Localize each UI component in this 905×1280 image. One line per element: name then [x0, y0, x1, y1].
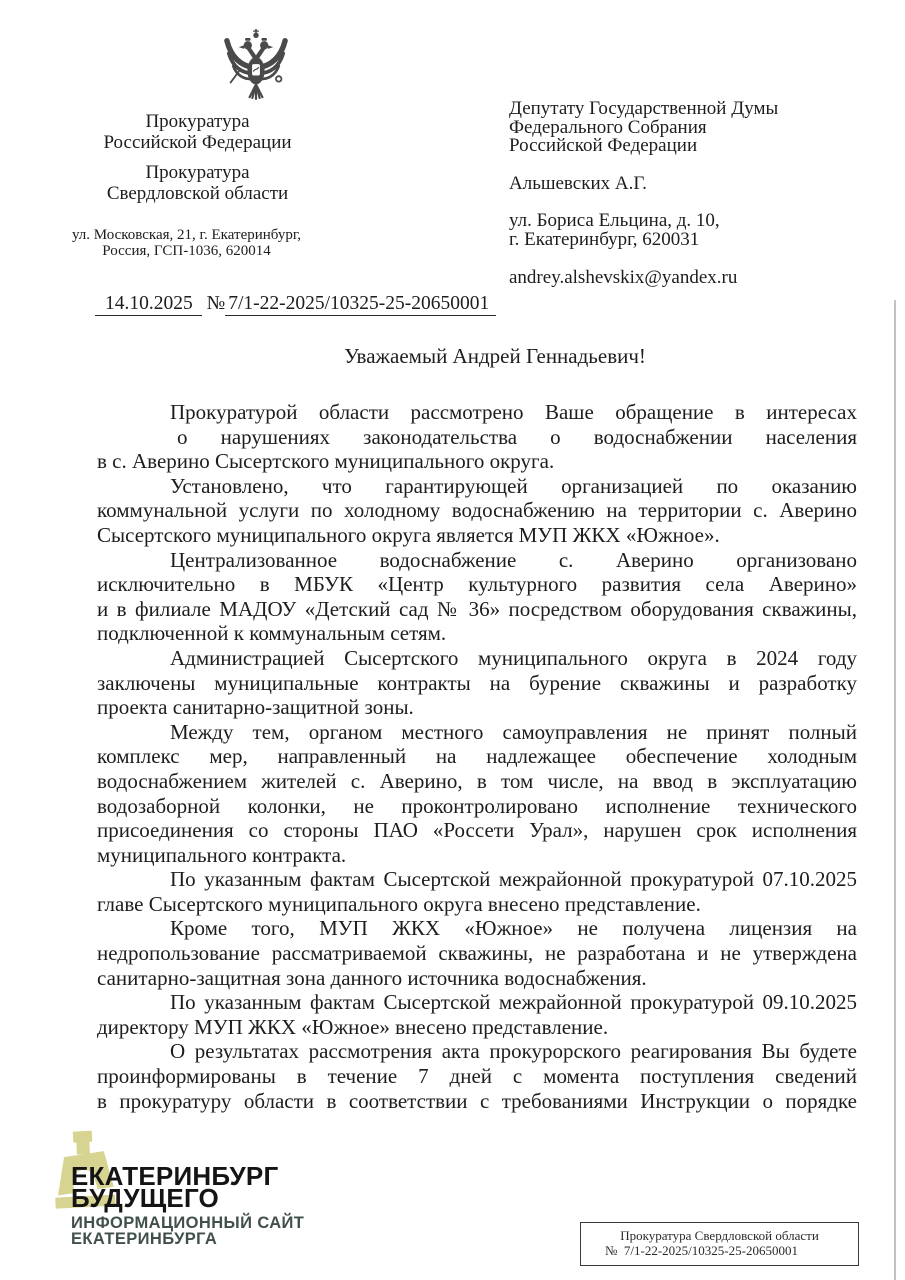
numero-sign: № — [206, 293, 226, 314]
body-line: Прокуратурой области рассмотрено Ваше обращение в интересах — [170, 400, 857, 424]
text-line: БУДУЩЕГО — [71, 1182, 219, 1213]
org-regional-line: Прокуратура — [145, 162, 250, 183]
reference-line — [95, 293, 496, 315]
letter-body — [97, 400, 857, 1113]
addressee-email: andrey.alshevskix@yandex.ru — [509, 266, 738, 288]
addressee-name: Альшевских А.Г. — [509, 172, 647, 194]
body-line: подключенной к коммунальным сетям. — [97, 621, 447, 646]
page-edge-line — [894, 300, 896, 1280]
letterhead-left — [60, 28, 335, 259]
body-line: заключены муниципальные контракты на бурение скважины и разработку — [97, 670, 857, 695]
stamp-numero-sign: № — [605, 1242, 618, 1258]
text-line: Федерального Собрания — [509, 116, 707, 138]
text-line: ул. Московская, 21, г. Екатеринбург, — [71, 227, 302, 243]
org-federal-line: Прокуратура — [145, 111, 250, 132]
text-line: ЕКАТЕРИНБУРГА — [71, 1229, 218, 1248]
body-line: комплекс мер, направленный на надлежащее обеспечение холодным — [97, 744, 857, 769]
org-regional — [60, 162, 335, 204]
text-line: Российской Федерации — [509, 135, 698, 157]
branding-text — [71, 1161, 305, 1248]
reference-date: 14.10.2025 — [95, 293, 202, 316]
body-line: и в филиале МАДОУ «Детский сад № 36» посредством оборудования скважины, — [97, 596, 857, 621]
body-line: санитарно-защитная зона данного источника водоснабжения. — [97, 965, 647, 990]
body-line: муниципального контракта. — [97, 842, 347, 867]
text-line: ул. Бориса Ельцина, д. 10, — [509, 210, 720, 232]
salutation: Уважаемый Андрей Геннадьевич! — [344, 344, 646, 368]
stamp-number — [581, 1244, 858, 1258]
body-line: проинформированы в течение 7 дней с момента поступления сведений — [97, 1064, 857, 1089]
body-line: О результатах рассмотрения акта прокурорского реагирования Вы будете — [170, 1039, 857, 1064]
body-line: Между тем, органом местного самоуправления не принят полный — [170, 719, 857, 744]
body-line: директору МУП ЖКХ «Южное» внесено представление. — [97, 1014, 609, 1039]
body-line: в с. Аверино Сысертского муниципального округа. — [97, 449, 555, 474]
reference-number: 7/1-22-2025/10325-25-20650001 — [225, 293, 496, 316]
body-line: в прокуратуру области в соответствии с требованиями Инструкции о порядке — [97, 1088, 857, 1113]
body-line: По указанным фактам Сысертской межрайонной прокуратурой 07.10.2025 — [170, 867, 857, 892]
russia-coat-of-arms-icon — [215, 28, 297, 108]
org-regional-line: Свердловской области — [106, 183, 289, 204]
text-line: ЕКАТЕРИНБУРГ — [71, 1161, 279, 1191]
text-line: ИНФОРМАЦИОННЫЙ САЙТ — [71, 1214, 305, 1232]
text-line: Россия, ГСП-1036, 620014 — [102, 243, 271, 259]
body-line: исключительно в МБУК «Центр культурного развития села Аверино» — [97, 572, 857, 597]
branding-title — [71, 1161, 304, 1213]
body-line: Кроме того, МУП ЖКХ «Южное» не получена лицензия на — [170, 916, 857, 941]
text-line: Депутату Государственной Думы — [509, 98, 779, 119]
body-line: Централизованное водоснабжение с. Аверино организовано — [170, 547, 857, 572]
org-address — [60, 227, 313, 259]
addressee-block — [509, 100, 869, 287]
registration-stamp — [580, 1222, 859, 1266]
body-line: недропользование рассматриваемой скважины, не разработана и не утверждена — [97, 941, 857, 966]
body-line: Установлено, что гарантирующей организацией по оказанию — [170, 473, 857, 498]
body-line: о нарушениях законодательства о водоснабжении населения — [177, 424, 857, 449]
body-line: проекта санитарно-защитной зоны. — [97, 695, 414, 720]
body-line: Администрацией Сысертского муниципального округа в 2024 году — [170, 645, 857, 670]
body-line: главе Сысертского муниципального округа внесено представление. — [97, 891, 701, 916]
stamp-org: Прокуратура Свердловской области — [620, 1228, 819, 1243]
branding-subtitle — [71, 1216, 304, 1247]
org-federal-line: Российской Федерации — [103, 132, 292, 153]
body-line: Сысертского муниципального округа является МУП ЖКХ «Южное». — [97, 522, 720, 547]
body-line: По указанным фактам Сысертской межрайонной прокуратурой 09.10.2025 — [170, 990, 857, 1015]
stamp-number-value: 7/1-22-2025/10325-25-20650001 — [623, 1242, 798, 1258]
body-line: водоснабжением жителей с. Аверино, в том числе, на ввод в эксплуатацию — [97, 768, 857, 793]
addressee-address — [509, 212, 869, 249]
org-federal — [60, 111, 335, 153]
text-line: г. Екатеринбург, 620031 — [509, 228, 700, 250]
body-line: водозаборной колонки, не проконтролировано исполнение технического — [97, 793, 857, 818]
double-headed-eagle-icon — [215, 28, 297, 108]
body-line: присоединения со стороны ПАО «Россети Урал», нарушен срок исполнения — [97, 818, 857, 843]
addressee-title — [509, 100, 869, 156]
body-line: коммунальной услуги по холодному водоснабжению на территории с. Аверино — [97, 498, 857, 523]
